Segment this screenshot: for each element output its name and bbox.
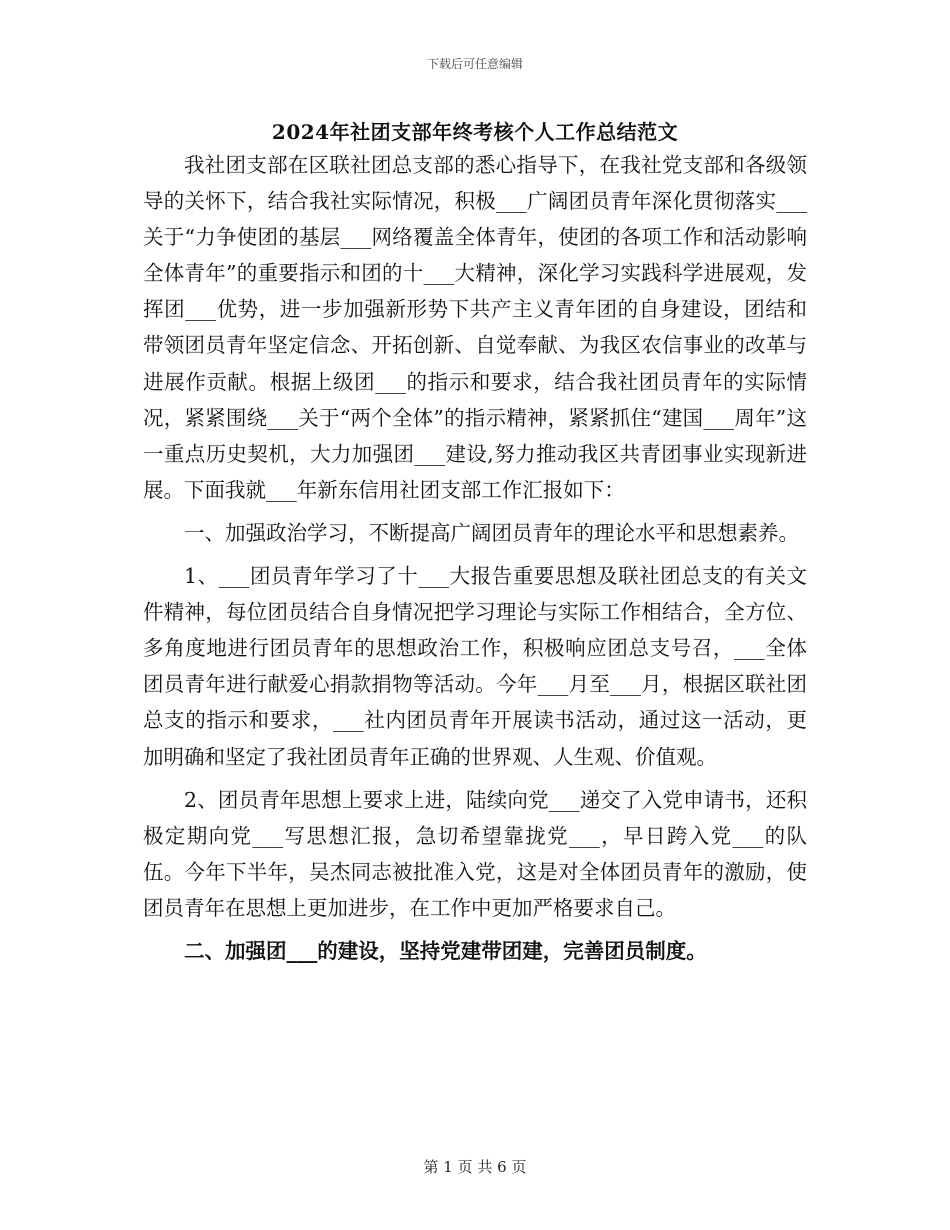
document-title: 2024年社团支部年终考核个人工作总结范文 [271,120,679,144]
section-heading-1: 一、加强政治学习，不断提高广阔团员青年的理论水平和思想素养。 [184,520,799,545]
header-note: 下载后可任意编辑 [426,57,523,71]
list-item-1: 1、___团员青年学习了十___大报告重要思想及联社团总支的有关文件精神，每位团员结合自身情况把学习理论与实际工作相结合，全方位、多角度地进行团员青年的思想政治工作，积极响应团总支号召，___全体团员青年进行献爱心捐款捐物等活动。今年___月至___月，根据区联社团总支的指示和要求，___社内团员青年开展读书活动，通过这一活动，更加明确和坚定了我社团员青年正确的世界观、人生观、价值观。 [143,564,807,769]
document-body [143,147,807,969]
list-item-2: 2、团员青年思想上要求上进，陆续向党___递交了入党申请书，还积极定期向党___写思想汇报，急切希望靠拢党___，早日跨入党___的队伍。今年下半年，吴杰同志被批准入党，这是对全体团员青年的激励，使团员青年在思想上更加进步，在工作中更加严格要求自己。 [143,787,807,920]
section-heading-2: 二、加强团___的建设，坚持党建带团建，完善团员制度。 [184,938,707,963]
intro-paragraph: 我社团支部在区联社团总支部的悉心指导下，在我社党支部和各级领导的关怀下，结合我社实际情况，积极___广阔团员青年深化贯彻落实___关于“力争使团的基层___网络覆盖全体青年，使团的各项工作和活动影响全体青年”的重要指示和团的十___大精神，深化学习实践科学进展观，发挥团___优势，进一步加强新形势下共产主义青年团的自身建设，团结和带领团员青年坚定信念、开拓创新、自觉奉献、为我区农信事业的改革与进展作贡献。根据上级团___的指示和要求，结合我社团员青年的实际情况，紧紧围绕___关于“两个全体”的指示精神，紧紧抓住“建国___周年”这一重点历史契机，大力加强团___建设,努力推动我区共青团事业实现新进展。下面我就___年新东信用社团支部工作汇报如下： [143,153,807,502]
page-number: 第 1 页 共 6 页 [423,1158,527,1176]
